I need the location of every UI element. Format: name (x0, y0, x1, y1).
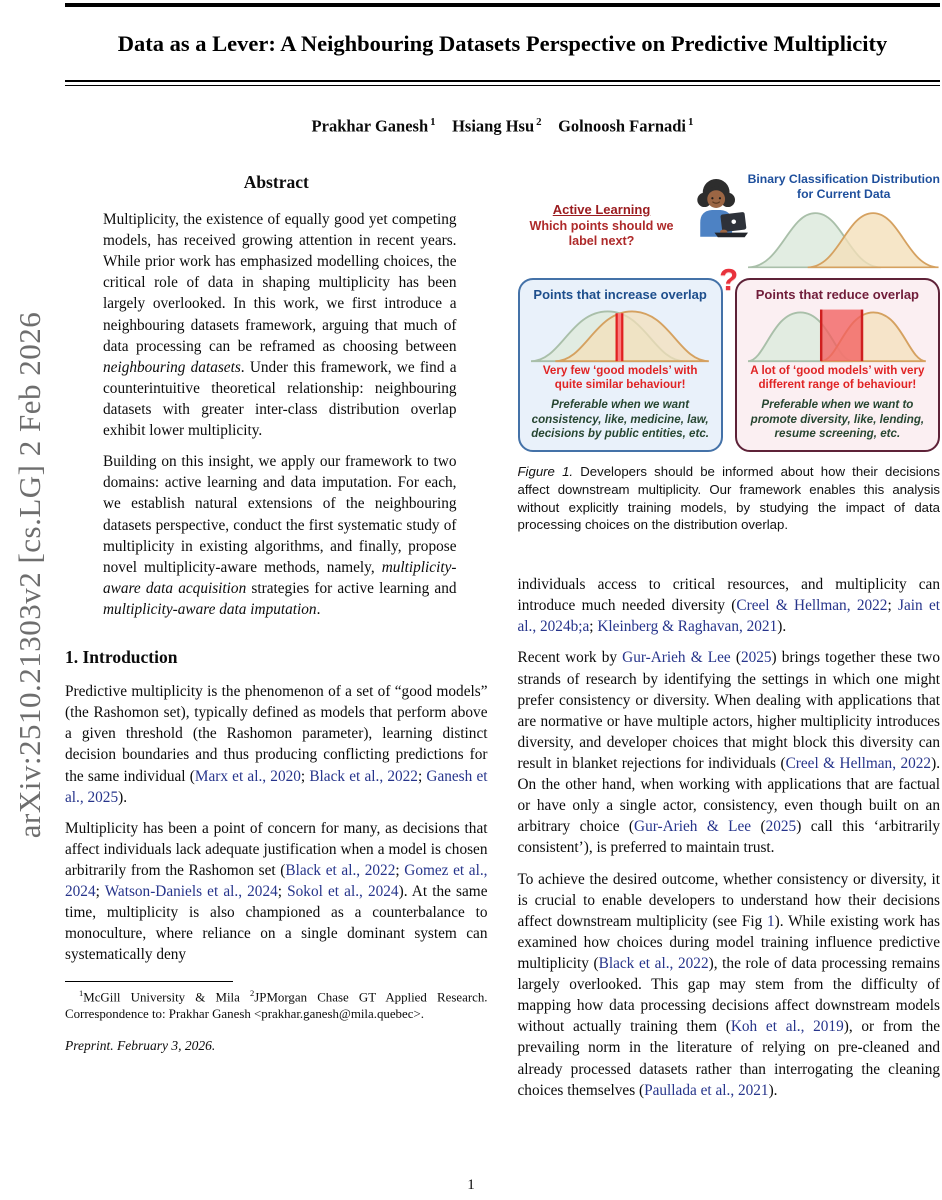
arxiv-watermark: arXiv:2510.21303v2 [cs.LG] 2 Feb 2026 (12, 311, 47, 839)
page-title: Data as a Lever: A Neighbouring Datasets Perspective on Predictive Multiplicity (117, 30, 888, 56)
developer-illustration (686, 172, 748, 258)
footnote (65, 981, 488, 1023)
author-line: Prakhar Ganesh $^1$ Hsiang Hsu $^2$ Golnoosh Farnadi $^1$ (311, 115, 694, 135)
abstract (65, 209, 488, 620)
intro-paragraph-2: Multiplicity has been a point of concern for many, as decisions that affect individuals lack adequate justification when a model is chosen arbitrarily from the Rashomon set (Black et al., 2022; Gomez et al., 2024; Watson-Daniels et al., 2024; Sokol et al., 2024). At the same time, multiplicity is also championed as a counterbalance to monoculture, where reliance on a single dominant system can systematically deny (65, 819, 488, 964)
distribution-title: Binary Classification Distribution for Current Data (747, 172, 940, 201)
preprint-note: Preprint. February 3, 2026. (65, 1037, 216, 1053)
footnote-affiliation: $^1$McGill University & Mila $^2$JPMorgan Chase GT Applied Research. Correspondence to: Prakhar Ganesh <prakhar.ganesh@mila.quebec>. (65, 987, 488, 1021)
active-learning-label: Active Learning (552, 202, 651, 217)
active-learning-block (518, 172, 686, 249)
figure-1 (518, 172, 941, 534)
right-paragraph-1: individuals access to critical resources, and multiplicity can introduce much needed diversity (Creel & Hellman, 2022; Jain et al., 2024b;a; Kleinberg & Raghavan, 2021). (517, 576, 940, 636)
header-rule-top (65, 3, 940, 7)
increase-overlap-box (518, 278, 723, 452)
right-paragraph-3: To achieve the desired outcome, whether consistency or diversity, it is crucial to enable developers to understand how their decisions affect downstream multiplicity (see Fig 1). While existing work has examined how choices during model training influence predictive multiplicity (Black et al., 2022), the role of data processing remains largely overlooked. This gap may stem from the difficulty of mapping how data processing decisions affect downstream models without actually training them (Koh et al., 2019), or from the prevailing norm in the literature of relying on pre-cleaned and already processed datasets rather than interrogating the cleaning choices themselves (Paullada et al., 2021). (517, 870, 941, 1099)
right-paragraph-2: Recent work by Gur-Arieh & Lee (2025) brings together these two strands of research by identifying the settings in which one might prefer consistency or diversity. When dealing with applications that are normative or have multiple actors, higher multiplicity introduces diversity, and developer choices that might block this diversity can result in blanket rejections for individuals (Creel & Hellman, 2022). On the other hand, when working with applications that are factual or have only a single actor, consistency, even though built on an arbitrary choice (Gur-Arieh & Lee (2025) call this ‘arbitrarily consistent’), is preferred to maintain trust. (517, 649, 941, 857)
increase-overlap-note: Preferable when we want consistency, like, medicine, law, decisions by public entities, etc. (531, 398, 710, 441)
reduce-overlap-title: Points that reduce overlap (755, 287, 919, 302)
reduce-overlap-curves (748, 303, 926, 363)
increase-overlap-curves (531, 303, 709, 363)
abstract-paragraph-2: Building on this insight, we apply our framework to two domains: active learning and data imputation. For each, we establish natural extensions of the neighbouring datasets perspective, conduct the first systematic study of multiplicity in existing algorithms, and finally, propose novel multiplicity-aware methods, namely, multiplicity-aware data acquisition strategies for active learning and multiplicity-aware data imputation. (103, 453, 457, 618)
left-column (65, 172, 488, 1101)
reduce-overlap-box (735, 278, 940, 452)
distribution-block (748, 172, 941, 269)
section-heading-introduction: 1. Introduction (65, 647, 178, 668)
reduce-overlap-highlight: A lot of ‘good models’ with very different range of behaviour! (750, 364, 925, 392)
question-mark-icon: ? (719, 262, 739, 297)
footnote-rule (65, 981, 233, 982)
header-rule-bottom (65, 80, 940, 86)
intro-paragraph-1: Predictive multiplicity is the phenomenon of a set of “good models” (the Rashomon set), typically defined as models that perform above a given threshold (the Rashomon parameter), learning distinct decision boundaries and thus producing conflicting predictions for the same individual (Marx et al., 2020; Black et al., 2022; Ganesh et al., 2025). (65, 683, 488, 806)
abstract-heading: Abstract (243, 172, 309, 192)
page-number: 1 (467, 1177, 475, 1193)
active-learning-question: Which points should we label next? (529, 219, 674, 248)
increase-overlap-highlight: Very few ‘good models’ with quite similar behaviour! (542, 364, 698, 392)
increase-overlap-title: Points that increase overlap (533, 287, 707, 302)
abstract-paragraph-1: Multiplicity, the existence of equally good yet competing models, has received growing attention in recent years. While prior work has emphasized modelling choices, the critical role of data in shaping multiplicity has been largely overlooked. In this work, we first introduce a neighbouring datasets framework, arguing that much of data processing can be reframed as choosing between neighbouring datasets. Under this framework, we find a counterintuitive theoretical relationship: neighbouring datasets with greater inter-class distribution overlap exhibit lower multiplicity. (103, 211, 457, 440)
figure-caption: Figure 1. Developers should be informed about how their decisions affect downstream multiplicity. Our framework enables this analysis without explicitly training models, by studying the impact of data processing choices on the distribution overlap. (517, 464, 940, 533)
reduce-overlap-note: Preferable when we want to promote diversity, like, lending, resume screening, etc. (750, 398, 925, 441)
right-column (518, 172, 941, 1101)
distribution-curves (748, 203, 941, 269)
